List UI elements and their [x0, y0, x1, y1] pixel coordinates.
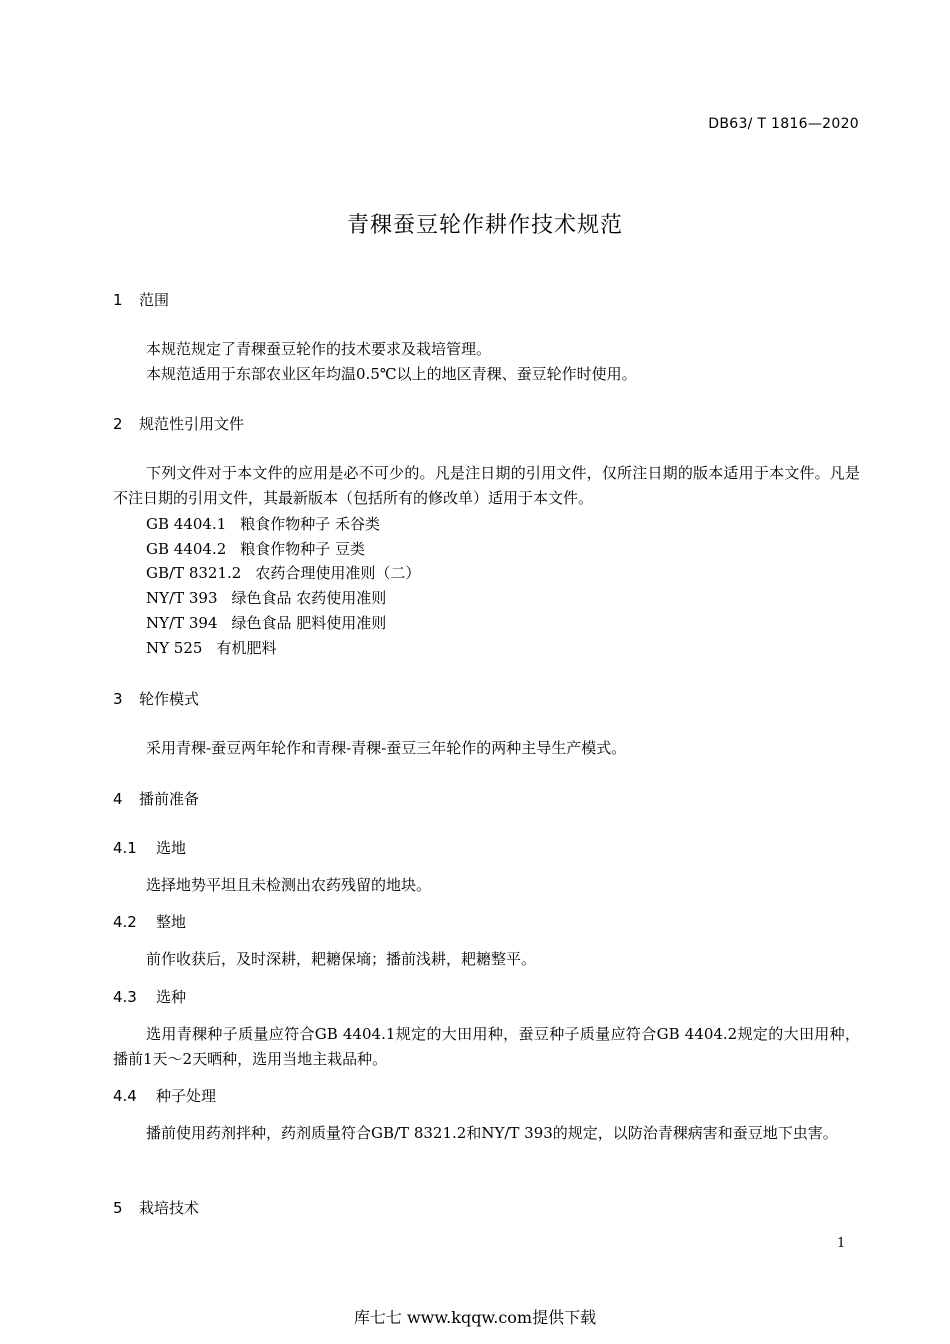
section-4-heading	[113, 788, 199, 809]
section-title: 规范性引用文件	[139, 415, 245, 433]
subsection-title: 整地	[156, 913, 187, 931]
reference-code: NY/T 394	[146, 614, 218, 632]
subsection-4-4-heading	[113, 1085, 216, 1106]
subsection-title: 种子处理	[156, 1087, 217, 1105]
section-title: 轮作模式	[139, 690, 200, 708]
subsection-title: 选地	[156, 839, 187, 857]
section-number: 2	[113, 415, 123, 433]
subsection-4-2-text: 前作收获后，及时深耕，耙耱保墒；播前浅耕，耙耱整平。	[146, 950, 537, 968]
section-title: 栽培技术	[139, 1199, 200, 1217]
reference-item	[146, 538, 365, 559]
reference-title: 粮食作物种子 禾谷类	[240, 515, 381, 533]
subsection-number: 4.2	[113, 913, 137, 931]
scope-paragraph-1: 本规范规定了青稞蚕豆轮作的技术要求及栽培管理。	[146, 340, 492, 358]
subsection-title: 选种	[156, 988, 187, 1006]
subsection-4-2-heading	[113, 911, 186, 932]
standard-code: DB63/ T 1816—2020	[708, 116, 859, 132]
subsection-number: 4.3	[113, 988, 137, 1006]
reference-title: 粮食作物种子 豆类	[240, 540, 366, 558]
reference-title: 有机肥料	[216, 639, 277, 657]
subsection-4-3-heading	[113, 986, 186, 1007]
section-3-heading	[113, 688, 199, 709]
subsection-4-1-heading	[113, 837, 186, 858]
reference-code: GB/T 8321.2	[146, 564, 242, 582]
download-footer: 库七七 www.kqqw.com提供下载	[353, 1308, 597, 1327]
section-5-heading	[113, 1197, 199, 1218]
page-number: 1	[837, 1236, 846, 1251]
section-title: 播前准备	[139, 790, 200, 808]
rotation-mode-text: 采用青稞-蚕豆两年轮作和青稞-青稞-蚕豆三年轮作的两种主导生产模式。	[146, 739, 627, 757]
document-title: 青稞蚕豆轮作耕作技术规范	[346, 213, 623, 238]
section-number: 4	[113, 790, 123, 808]
reference-item	[146, 562, 420, 583]
references-intro: 下列文件对于本文件的应用是必不可少的。凡是注日期的引用文件，仅所注日期的版本适用于本文件。凡是不注日期的引用文件，其最新版本（包括所有的修改单）适用于本文件。	[113, 464, 860, 507]
reference-title: 绿色食品 肥料使用准则	[231, 614, 387, 632]
section-1-heading	[113, 289, 169, 310]
section-number: 5	[113, 1199, 123, 1217]
subsection-4-1-text: 选择地势平坦且未检测出农药残留的地块。	[146, 876, 432, 894]
subsection-4-3-text: 选用青稞种子质量应符合GB 4404.1规定的大田用种，蚕豆种子质量应符合GB 4404.2规定的大田用种，播前1天～2天晒种，选用当地主栽品种。	[113, 1025, 860, 1068]
reference-item	[146, 513, 380, 534]
reference-title: 农药合理使用准则（二）	[255, 564, 421, 582]
reference-item	[146, 587, 386, 608]
subsection-number: 4.1	[113, 839, 137, 857]
section-title: 范围	[139, 291, 170, 309]
scope-paragraph-2: 本规范适用于东部农业区年均温0.5℃以上的地区青稞、蚕豆轮作时使用。	[146, 365, 637, 383]
section-number: 3	[113, 690, 123, 708]
section-number: 1	[113, 291, 123, 309]
reference-code: GB 4404.1	[146, 515, 227, 533]
reference-code: NY/T 393	[146, 589, 218, 607]
reference-item	[146, 637, 276, 658]
subsection-4-4-text: 播前使用药剂拌种，药剂质量符合GB/T 8321.2和NY/T 393的规定，以防治青稞病害和蚕豆地下虫害。	[146, 1124, 838, 1142]
reference-title: 绿色食品 农药使用准则	[231, 589, 387, 607]
reference-code: NY 525	[146, 639, 203, 657]
subsection-number: 4.4	[113, 1087, 137, 1105]
reference-code: GB 4404.2	[146, 540, 227, 558]
section-2-heading	[113, 413, 244, 434]
reference-item	[146, 612, 386, 633]
